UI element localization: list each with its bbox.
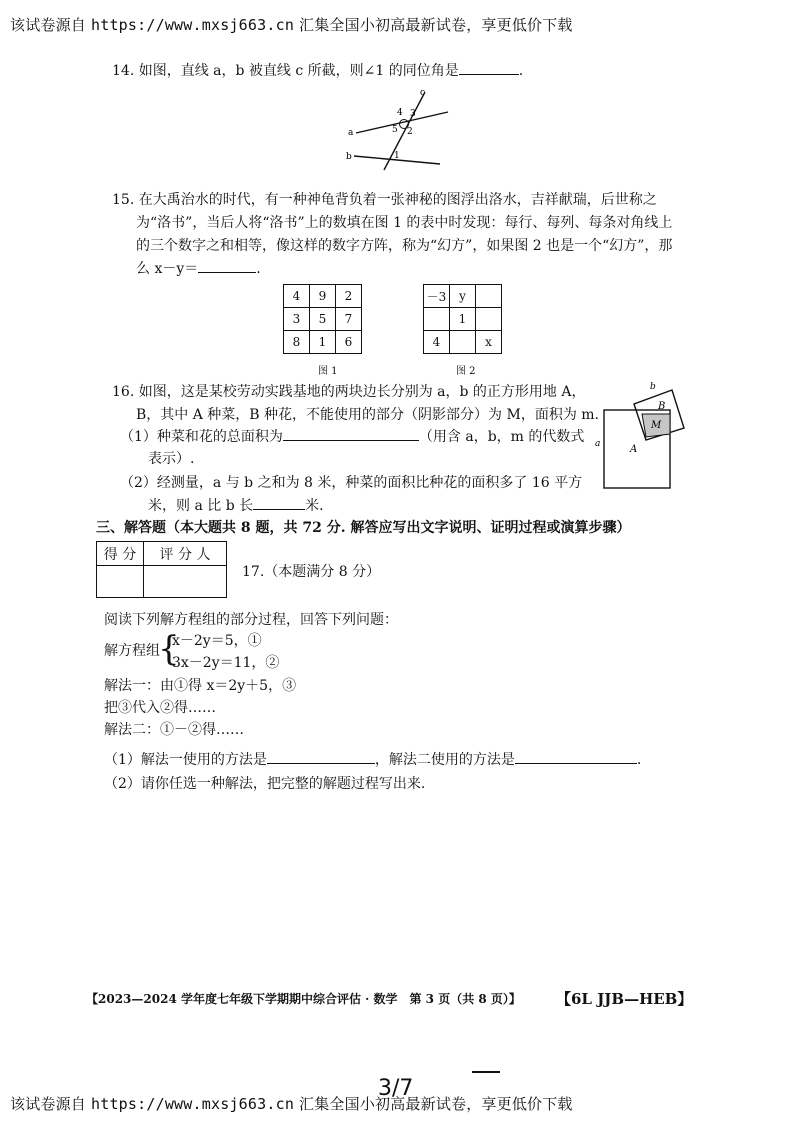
q16-part2-line1: （2）经测量，a 与 b 之和为 8 米，种菜的面积比种花的面积多了 16 平方 (120, 475, 583, 491)
fig1-cell: 7 (336, 308, 362, 331)
q17-q1-blank1[interactable] (267, 749, 375, 764)
fig2-cell (476, 308, 502, 331)
fig2-cell (476, 285, 502, 308)
banner-prefix: 该试卷源自 (10, 1095, 87, 1113)
banner-url-link[interactable]: https://www.mxsj663.cn (90, 16, 295, 34)
q15-line1: 15. 在大禹治水的时代，有一种神龟背负着一张神秘的图浮出洛水，吉祥献瑞，后世称之 (112, 192, 657, 208)
label-B: B (658, 401, 666, 412)
fig2-cell: y (450, 285, 476, 308)
q15-line3: 的三个数字之和相等，像这样的数字方阵，称为“幻方”，如果图 2 也是一个“幻方”，那 (136, 238, 673, 254)
label-a: a (595, 439, 601, 449)
q15-line2: 为“洛书”，当后人将“洛书”上的数填在图 1 的表中时发现：每行、每列、每条对角线上 (136, 215, 673, 231)
label-M: M (651, 420, 662, 431)
footer-dash (472, 1071, 500, 1073)
exam-code-tag: 【6L JJB—HEB】 (556, 990, 693, 1008)
q17-q1-text-a: （1）解法一使用的方法是 (104, 752, 267, 768)
q16-part1 (120, 426, 584, 448)
q17-question2: （2）请你任选一种解法，把完整的解题过程写出来. (104, 776, 426, 792)
q16-part1-text: （1）种菜和花的总面积为 (120, 429, 283, 445)
q16-part2-blank[interactable] (253, 495, 305, 510)
fig2-cell: 1 (450, 308, 476, 331)
q14-stem: 14. 如图，直线 a，b 被直线 c 所截，则∠1 的同位角是 (112, 63, 459, 79)
fig1-caption: 图 1 (318, 366, 338, 377)
q17-system-label: 解方程组 (104, 643, 160, 659)
score-header-grader: 评 分 人 (144, 542, 227, 566)
q16-line2: B，其中 A 种菜，B 种花，不能使用的部分（阴影部分）为 M，面积为 m. (136, 407, 599, 423)
q17-method2: 解法二：①－②得…… (104, 722, 244, 738)
fig1-cell: 1 (310, 331, 336, 354)
q17-eq2: 3x－2y＝11，② (172, 655, 280, 671)
fig1-cell: 4 (284, 285, 310, 308)
q16-line1: 16. 如图，这是某校劳动实践基地的两块边长分别为 a，b 的正方形用地 A， (112, 384, 586, 400)
fig1-cell: 5 (310, 308, 336, 331)
bottom-source-banner (10, 1093, 573, 1114)
label-b: b (346, 152, 352, 162)
q14-period: . (518, 63, 524, 79)
q15-period: . (256, 261, 261, 277)
q14-figure (340, 88, 450, 172)
banner-url-link[interactable]: https://www.mxsj663.cn (90, 1095, 295, 1113)
label-4: 4 (397, 108, 403, 118)
top-source-banner (10, 14, 573, 35)
label-2: 2 (407, 127, 413, 137)
q17-title: 17.（本题满分 8 分） (242, 564, 381, 580)
line-c (384, 92, 425, 170)
q17-method1-line1: 解法一：由①得 x＝2y＋5，③ (104, 678, 297, 694)
q15-question: 么 x－y＝ (136, 261, 199, 277)
magic-square-1 (283, 284, 362, 354)
fig1-cell: 8 (284, 331, 310, 354)
label-a: a (348, 128, 354, 138)
label-1: 1 (394, 151, 400, 161)
banner-prefix: 该试卷源自 (10, 16, 87, 34)
q17-eq1: x－2y＝5，① (172, 633, 262, 649)
q16-figure (592, 380, 694, 492)
label-3: 3 (410, 109, 416, 119)
q17-question1 (104, 749, 641, 771)
fig2-cell (424, 308, 450, 331)
banner-suffix: 汇集全国小初高最新试卷，享更低价下载 (299, 16, 573, 34)
q16-part1-blank[interactable] (283, 426, 419, 441)
fig2-cell: －3 (424, 285, 450, 308)
fig1-cell: 3 (284, 308, 310, 331)
q16-part2-text: 米，则 a 比 b 长 (148, 498, 254, 514)
section3-title: 三、解答题（本大题共 8 题，共 72 分. 解答应写出文字说明、证明过程或演算步骤） (96, 520, 631, 536)
q16-part1-hint: （用含 a，b，m 的代数式 (418, 429, 585, 445)
fig2-cell: 4 (424, 331, 450, 354)
q16-part2-line2 (148, 495, 324, 517)
fig2-caption: 图 2 (456, 366, 476, 377)
system-brace: { (158, 629, 180, 669)
q17-intro: 阅读下列解方程组的部分过程，回答下列问题： (104, 612, 398, 628)
label-5: 5 (392, 125, 398, 135)
q17-q1-text-b: ，解法二使用的方法是 (374, 752, 515, 768)
score-cell-score[interactable] (97, 566, 144, 598)
banner-suffix: 汇集全国小初高最新试卷，享更低价下载 (299, 1095, 573, 1113)
q14-answer-blank[interactable] (459, 60, 519, 75)
page-footer: 【2023—2024 学年度七年级下学期期中综合评估 · 数学 第 3 页（共 8 页）】 (86, 992, 521, 1006)
fig2-cell: x (476, 331, 502, 354)
fig1-cell: 9 (310, 285, 336, 308)
q14-text (112, 60, 523, 82)
q15-line4 (136, 258, 261, 280)
label-b: b (650, 382, 656, 392)
fig1-cell: 2 (336, 285, 362, 308)
q16-part2-unit: 米. (305, 498, 324, 514)
fig2-cell (450, 331, 476, 354)
score-header-score: 得 分 (97, 542, 144, 566)
magic-square-2 (423, 284, 502, 354)
label-c: c (420, 88, 426, 98)
q15-answer-blank[interactable] (198, 258, 256, 273)
label-A: A (630, 444, 638, 455)
q17-q1-period: . (636, 752, 642, 768)
score-cell-grader[interactable] (144, 566, 227, 598)
fig1-cell: 6 (336, 331, 362, 354)
page-number: 3/7 (378, 1076, 414, 1101)
q16-part1-end: 表示）. (148, 451, 195, 467)
q17-method1-line2: 把③代入②得…… (104, 700, 216, 716)
score-table (96, 541, 227, 598)
q17-q1-blank2[interactable] (515, 749, 637, 764)
